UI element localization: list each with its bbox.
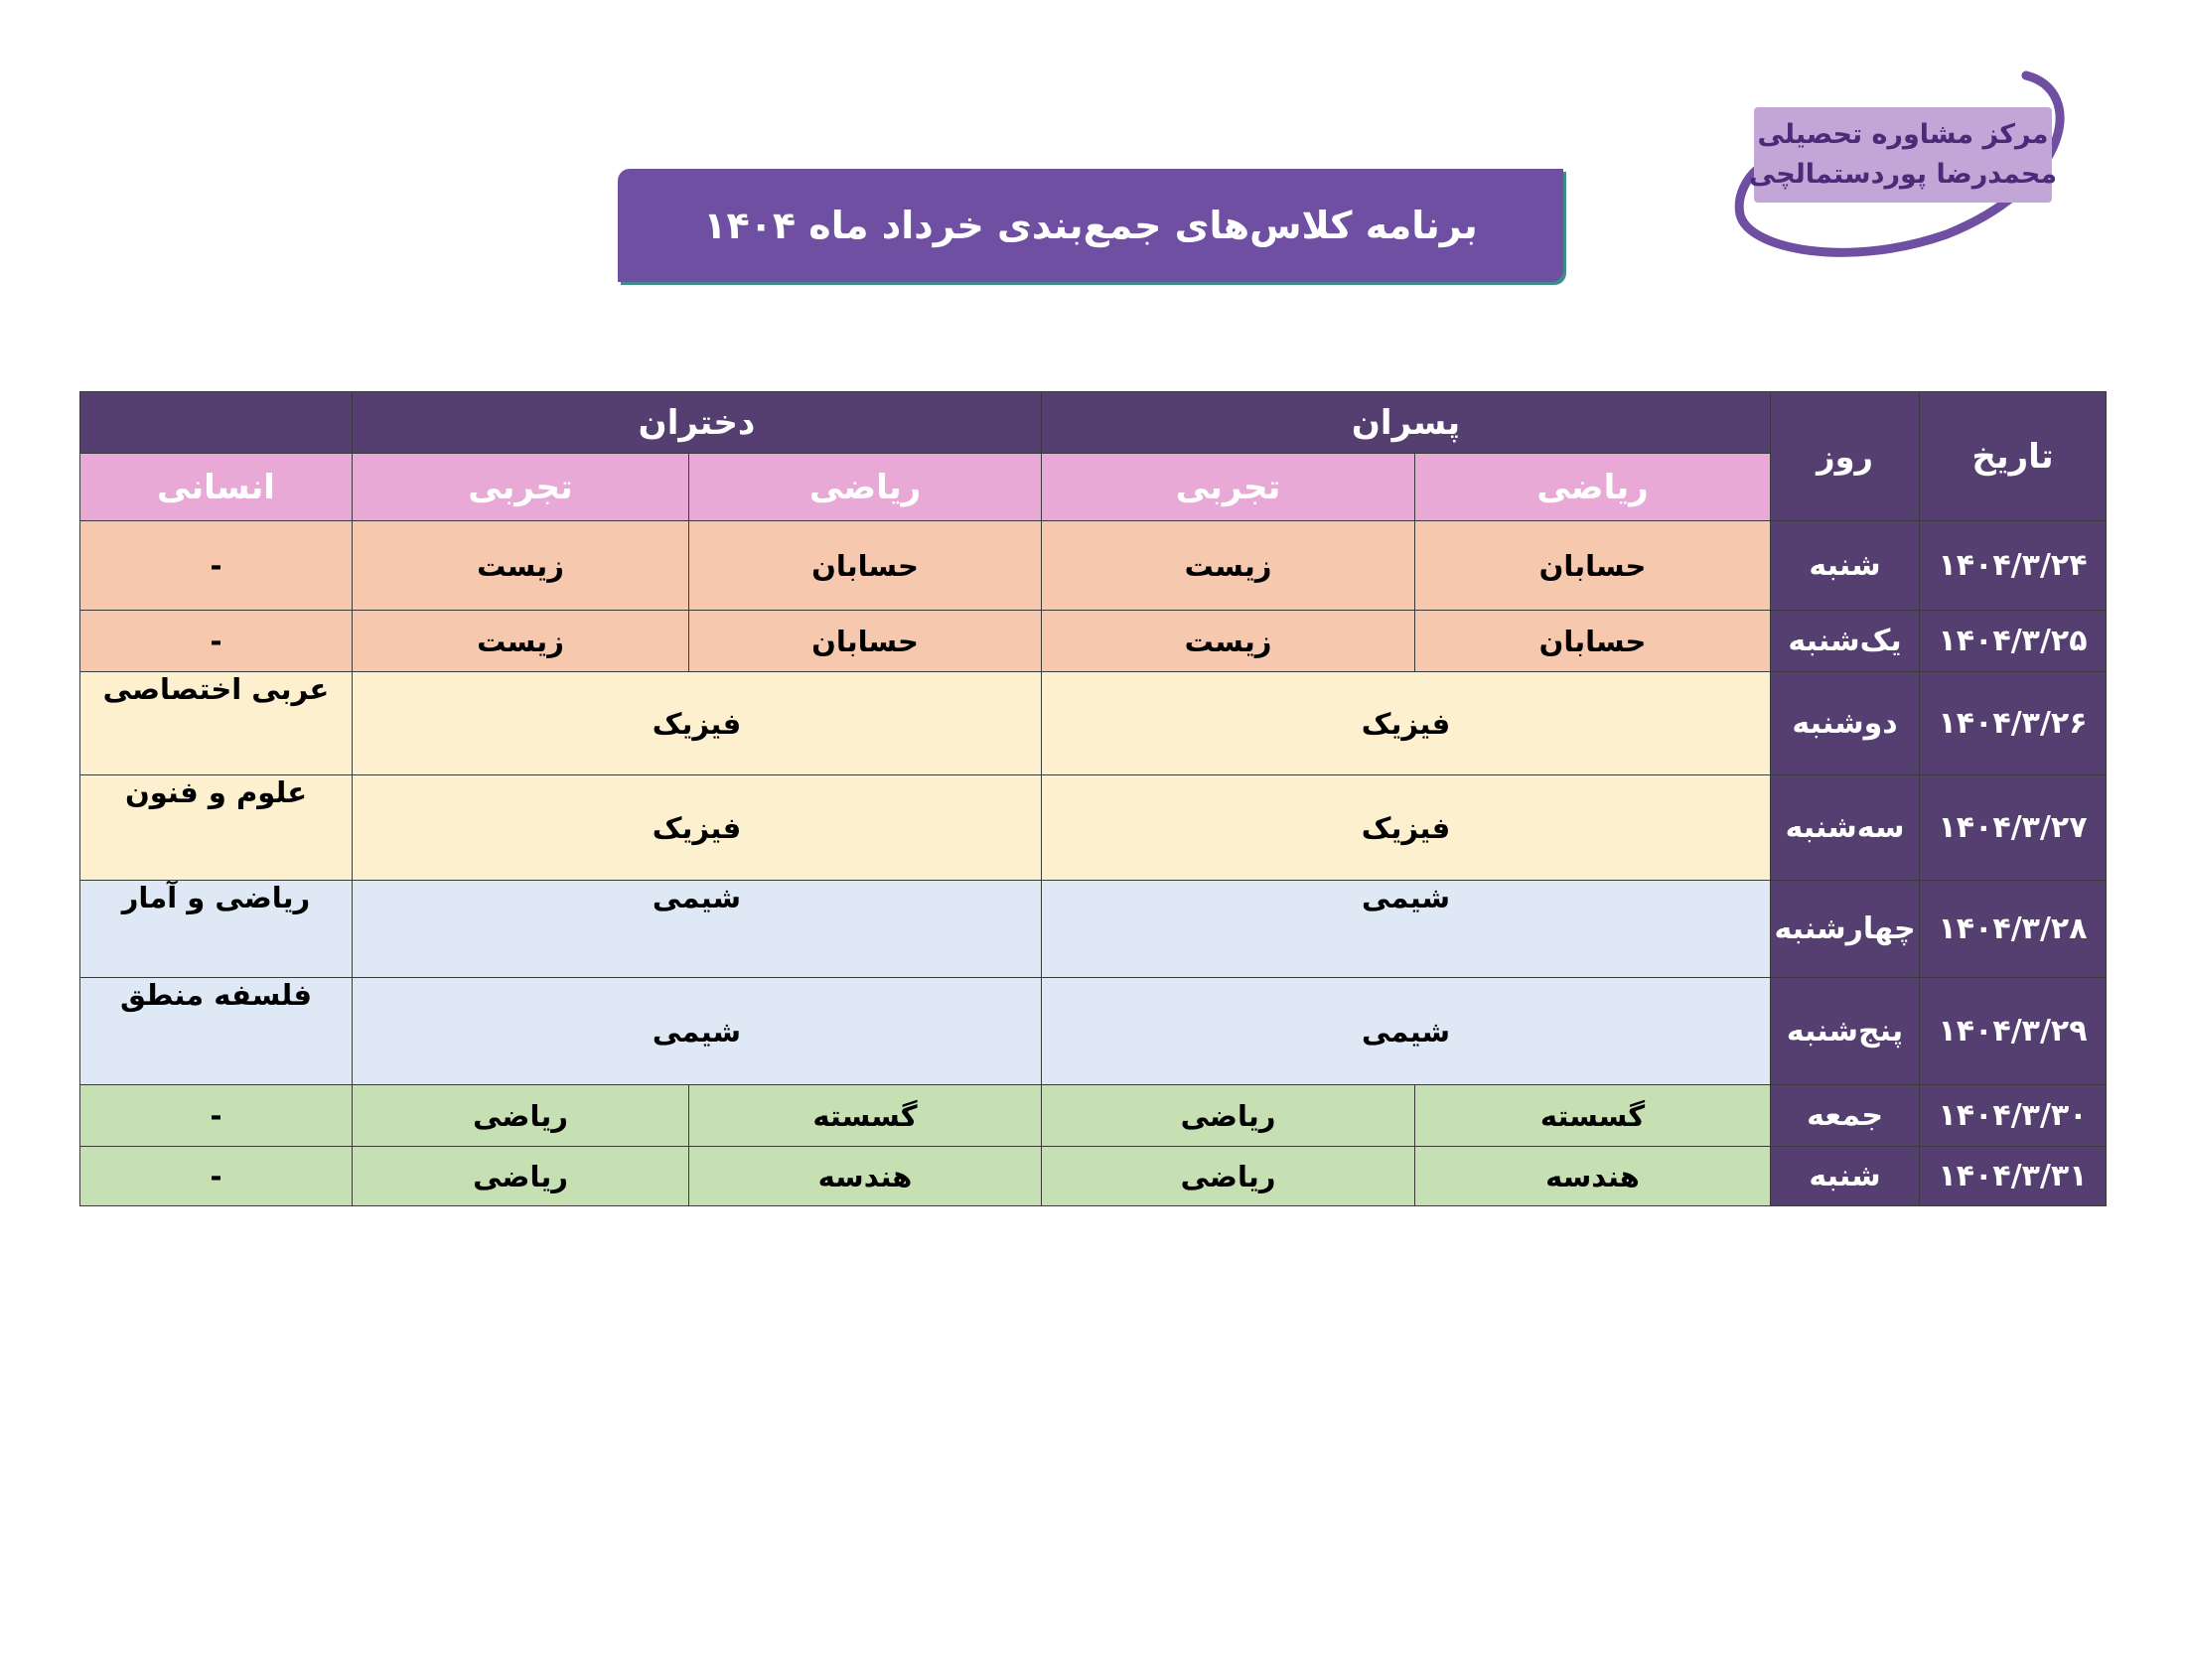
day-cell: پنج‌شنبه — [1771, 978, 1920, 1085]
girls-tajrobi-cell: ریاضی — [353, 1147, 689, 1206]
ensani-cell: عربی اختصاصی — [80, 672, 353, 775]
girls-tajrobi-cell: زیست — [353, 611, 689, 672]
day-cell: شنبه — [1771, 521, 1920, 611]
schedule-table — [79, 391, 2107, 1206]
table-row — [80, 775, 2107, 881]
day-cell: شنبه — [1771, 1147, 1920, 1206]
day-cell: سه‌شنبه — [1771, 775, 1920, 881]
girls-riazi-cell: هندسه — [689, 1147, 1042, 1206]
boys-tajrobi-cell: زیست — [1042, 521, 1415, 611]
boys-tajrobi-cell: ریاضی — [1042, 1085, 1415, 1147]
header-blank — [80, 392, 353, 454]
date-cell: ۱۴۰۴/۳/۲۶ — [1920, 672, 2107, 775]
header-row — [80, 392, 2107, 454]
subheader-girls-tajrobi: تجربی — [353, 454, 689, 521]
girls-tajrobi-cell: ریاضی — [353, 1085, 689, 1147]
logo-text-box — [1748, 107, 2058, 203]
ensani-cell: - — [80, 611, 353, 672]
day-cell: چهارشنبه — [1771, 881, 1920, 978]
girls-riazi-cell: حسابان — [689, 521, 1042, 611]
day-cell: جمعه — [1771, 1085, 1920, 1147]
title-banner — [618, 169, 1563, 282]
table-row — [80, 978, 2107, 1085]
date-cell: ۱۴۰۴/۳/۲۸ — [1920, 881, 2107, 978]
table-row — [80, 1085, 2107, 1147]
boys-riazi-cell: حسابان — [1415, 521, 1771, 611]
girls-merged-cell: فیزیک — [353, 775, 1042, 881]
boys-tajrobi-cell: زیست — [1042, 611, 1415, 672]
subheader-boys-tajrobi: تجربی — [1042, 454, 1415, 521]
day-cell: یک‌شنبه — [1771, 611, 1920, 672]
date-cell: ۱۴۰۴/۳/۳۰ — [1920, 1085, 2107, 1147]
date-cell: ۱۴۰۴/۳/۲۹ — [1920, 978, 2107, 1085]
boys-merged-cell: شیمی — [1042, 978, 1771, 1085]
boys-merged-cell: فیزیک — [1042, 775, 1771, 881]
girls-riazi-cell: گسسته — [689, 1085, 1042, 1147]
table-row — [80, 672, 2107, 775]
table-row — [80, 611, 2107, 672]
girls-merged-cell: شیمی — [353, 978, 1042, 1085]
date-cell: ۱۴۰۴/۳/۳۱ — [1920, 1147, 2107, 1206]
subheader-boys-riazi: ریاضی — [1415, 454, 1771, 521]
boys-riazi-cell: هندسه — [1415, 1147, 1771, 1206]
boys-tajrobi-cell: ریاضی — [1042, 1147, 1415, 1206]
ensani-cell: - — [80, 1147, 353, 1206]
day-cell: دوشنبه — [1771, 672, 1920, 775]
logo-line-2: محمدرضا پوردستمالچی — [1748, 159, 2058, 190]
girls-merged-cell: شیمی — [353, 881, 1042, 978]
girls-tajrobi-cell: زیست — [353, 521, 689, 611]
boys-riazi-cell: حسابان — [1415, 611, 1771, 672]
table-row — [80, 881, 2107, 978]
boys-merged-cell: شیمی — [1042, 881, 1771, 978]
page-title: برنامه کلاس‌های جمع‌بندی خرداد ماه ۱۴۰۴ — [703, 204, 1478, 247]
girls-merged-cell: فیزیک — [353, 672, 1042, 775]
ensani-cell: علوم و فنون — [80, 775, 353, 881]
table-row — [80, 1147, 2107, 1206]
subheader-girls-riazi: ریاضی — [689, 454, 1042, 521]
header-date: تاریخ — [1920, 392, 2107, 521]
girls-riazi-cell: حسابان — [689, 611, 1042, 672]
ensani-cell: - — [80, 1085, 353, 1147]
date-cell: ۱۴۰۴/۳/۲۷ — [1920, 775, 2107, 881]
header-girls: دختران — [353, 392, 1042, 454]
table-row — [80, 521, 2107, 611]
ensani-cell: فلسفه منطق — [80, 978, 353, 1085]
date-cell: ۱۴۰۴/۳/۲۴ — [1920, 521, 2107, 611]
logo — [1728, 66, 2078, 260]
ensani-cell: ریاضی و آمار — [80, 881, 353, 978]
ensani-cell: - — [80, 521, 353, 611]
logo-line-1: مرکز مشاوره تحصیلی — [1757, 119, 2049, 150]
header-day: روز — [1771, 392, 1920, 521]
boys-riazi-cell: گسسته — [1415, 1085, 1771, 1147]
boys-merged-cell: فیزیک — [1042, 672, 1771, 775]
subheader-ensani: انسانی — [80, 454, 353, 521]
header-boys: پسران — [1042, 392, 1771, 454]
date-cell: ۱۴۰۴/۳/۲۵ — [1920, 611, 2107, 672]
